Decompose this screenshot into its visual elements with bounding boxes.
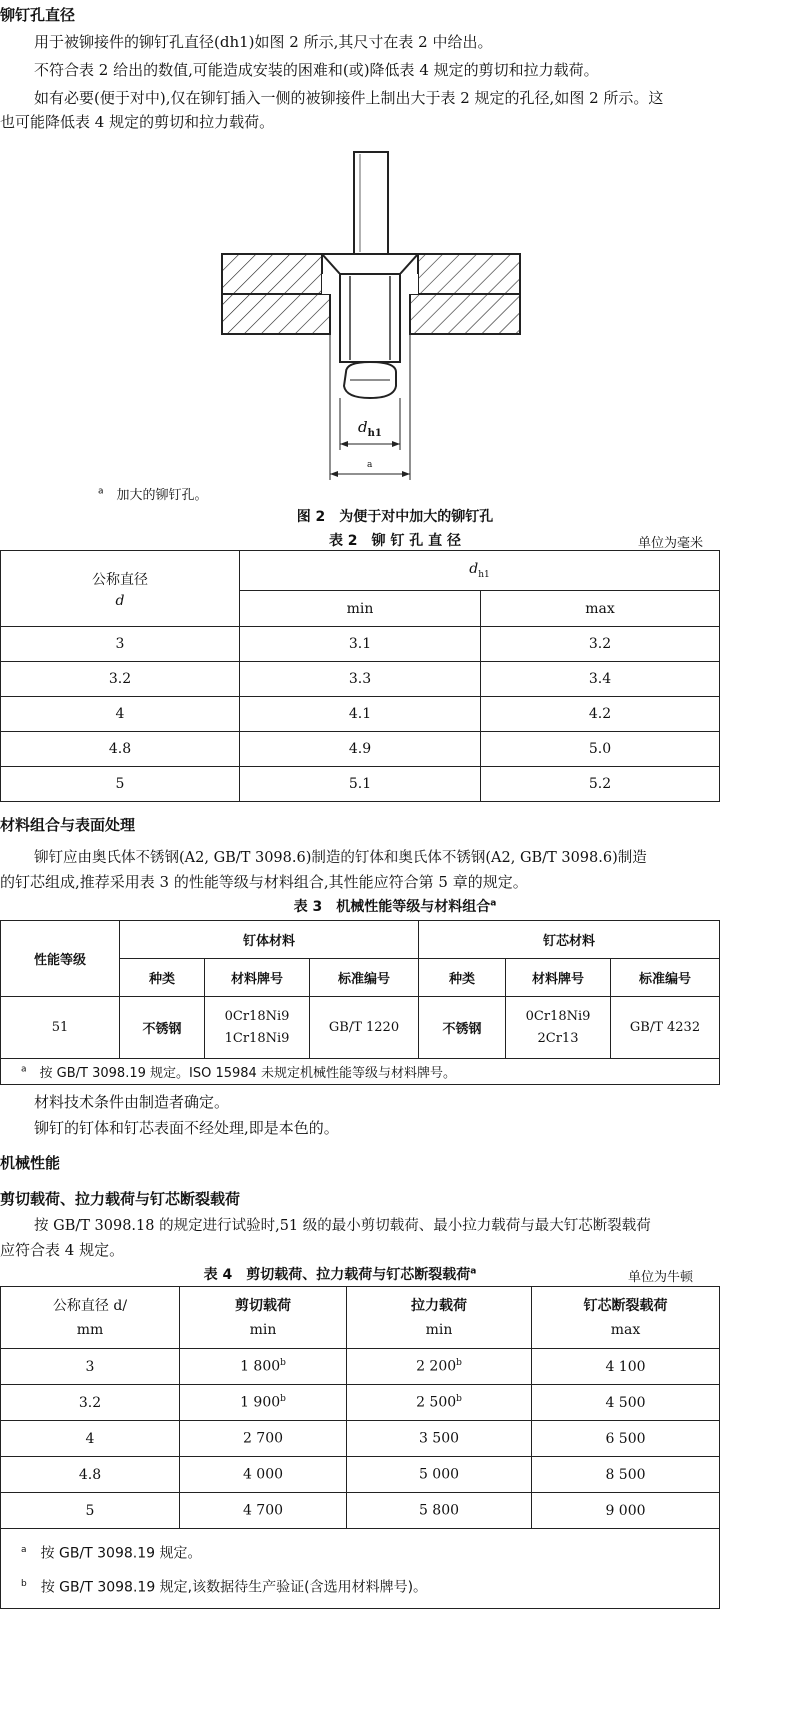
table-4-caption: 表 4 剪切载荷、拉力载荷与钉芯断裂载荷$^a$ bbox=[203, 1266, 477, 1283]
table-4-footnotes: $^a$ 按 GB/T 3098.19 规定。 $^b$ 按 GB/T 3098.19 规定,该数据待生产验证(含选用材料牌号)。 bbox=[1, 1529, 720, 1609]
paragraph-1: 用于被铆接件的铆钉孔直径(dh1)如图 2 所示,其尺寸在表 2 中给出。 bbox=[34, 33, 493, 51]
section-heading-hole-diameter: 铆钉孔直径 bbox=[0, 6, 76, 24]
loads-paragraph-line-2: 应符合表 4 规定。 bbox=[0, 1241, 125, 1259]
table-2-header-dh1: $d_{h1}$ bbox=[240, 551, 720, 591]
rivet-body bbox=[340, 274, 400, 362]
materials-paragraph-line-1: 铆钉应由奥氏体不锈钢(A2, GB/T 3098.6)制造的钉体和奥氏体不锈钢(A2, GB/T 3098.6)制造 bbox=[34, 850, 647, 866]
table-row: 4 2 700 3 500 6 500 bbox=[1, 1421, 720, 1457]
table-row: 4.8 4 000 5 000 8 500 bbox=[1, 1457, 720, 1493]
figure-2-caption: 图 2 为便于对中加大的铆钉孔 bbox=[296, 509, 494, 525]
dimension-a-label: a bbox=[367, 460, 373, 470]
table-2-header-max: max bbox=[481, 591, 720, 627]
table-row: 51 不锈钢 0Cr18Ni9 1Cr18Ni9 GB/T 1220 不锈钢 0Cr18Ni9 2Cr13 GB/T 4232 bbox=[1, 997, 720, 1059]
table-3-header-body-type: 种类 bbox=[120, 959, 205, 997]
figure-2-note: $^a$ 加大的铆钉孔。 bbox=[98, 486, 208, 503]
table-3-header-grade: 性能等级 bbox=[1, 921, 120, 997]
table-row: 3 1 800$^b$ 2 200$^b$ 4 100 bbox=[1, 1349, 720, 1385]
table-2-header-min: min bbox=[240, 591, 481, 627]
table-3-header-body: 钉体材料 bbox=[120, 921, 419, 959]
upper-plate-left bbox=[222, 254, 322, 294]
table-4-header-diameter: 公称直径 d/ mm bbox=[1, 1287, 180, 1349]
upper-plate-right bbox=[418, 254, 520, 294]
table-row: 5 4 700 5 800 9 000 bbox=[1, 1493, 720, 1529]
subsection-heading-loads: 剪切载荷、拉力载荷与钉芯断裂载荷 bbox=[0, 1190, 241, 1208]
table-2-caption: 表 2 铆 钉 孔 直 径 bbox=[328, 533, 462, 549]
table-2-header-nominal: 公称直径 d bbox=[1, 551, 240, 627]
loads-paragraph-line-1: 按 GB/T 3098.18 的规定进行试验时,51 级的最小剪切载荷、最小拉力载荷与最大钉芯断裂载荷 bbox=[34, 1218, 651, 1234]
table-4-unit: 单位为牛顿 bbox=[628, 1270, 694, 1285]
materials-paragraph-2: 材料技术条件由制造者确定。 bbox=[34, 1093, 230, 1111]
table-3-header-mandrel-type: 种类 bbox=[419, 959, 506, 997]
dimension-dh1-label: $d_{h1}$ bbox=[358, 418, 382, 439]
table-4 bbox=[0, 1286, 720, 1609]
table-4-header-shear: 剪切载荷 min bbox=[180, 1287, 347, 1349]
table-row: 4 4.1 4.2 bbox=[1, 697, 720, 732]
table-row: 3.2 3.3 3.4 bbox=[1, 662, 720, 697]
paragraph-3-line-2: 也可能降低表 4 规定的剪切和拉力载荷。 bbox=[0, 113, 275, 131]
table-4-header-tensile: 拉力载荷 min bbox=[347, 1287, 532, 1349]
lower-plate-left bbox=[222, 294, 330, 334]
table-3-footnote: $^a$ 按 GB/T 3098.19 规定。ISO 15984 未规定机械性能等级与材料牌号。 bbox=[1, 1059, 720, 1085]
section-heading-mechanical: 机械性能 bbox=[0, 1154, 61, 1172]
paragraph-3-line-1: 如有必要(便于对中),仅在铆钉插入一侧的被铆接件上制出大于表 2 规定的孔径,如图 2 所示。这 bbox=[34, 89, 664, 107]
table-3-header-body-brand: 材料牌号 bbox=[205, 959, 310, 997]
table-3-header-mandrel: 钉芯材料 bbox=[419, 921, 720, 959]
materials-paragraph-3: 铆钉的钉体和钉芯表面不经处理,即是本色的。 bbox=[34, 1119, 339, 1137]
table-3-caption: 表 3 机械性能等级与材料组合$^a$ bbox=[293, 898, 497, 915]
table-3 bbox=[0, 920, 720, 1085]
table-row: 5 5.1 5.2 bbox=[1, 767, 720, 802]
rivet-countersunk-head bbox=[322, 254, 418, 274]
section-heading-materials: 材料组合与表面处理 bbox=[0, 816, 136, 834]
table-3-header-mandrel-std: 标准编号 bbox=[611, 959, 720, 997]
table-3-header-body-std: 标准编号 bbox=[310, 959, 419, 997]
lower-plate-right bbox=[410, 294, 520, 334]
table-row: 4.8 4.9 5.0 bbox=[1, 732, 720, 767]
table-row: 3 3.1 3.2 bbox=[1, 627, 720, 662]
table-3-header-mandrel-brand: 材料牌号 bbox=[506, 959, 611, 997]
paragraph-2: 不符合表 2 给出的数值,可能造成安装的困难和(或)降低表 4 规定的剪切和拉力载荷。 bbox=[34, 61, 599, 79]
mandrel-shaft bbox=[354, 152, 388, 254]
materials-paragraph-line-2: 的钉芯组成,推荐采用表 3 的性能等级与材料组合,其性能应符合第 5 章的规定。 bbox=[0, 873, 528, 891]
table-2-unit: 单位为毫米 bbox=[638, 536, 704, 551]
table-2 bbox=[0, 550, 720, 802]
table-row: 3.2 1 900$^b$ 2 500$^b$ 4 500 bbox=[1, 1385, 720, 1421]
table-4-header-break: 钉芯断裂载荷 max bbox=[532, 1287, 720, 1349]
